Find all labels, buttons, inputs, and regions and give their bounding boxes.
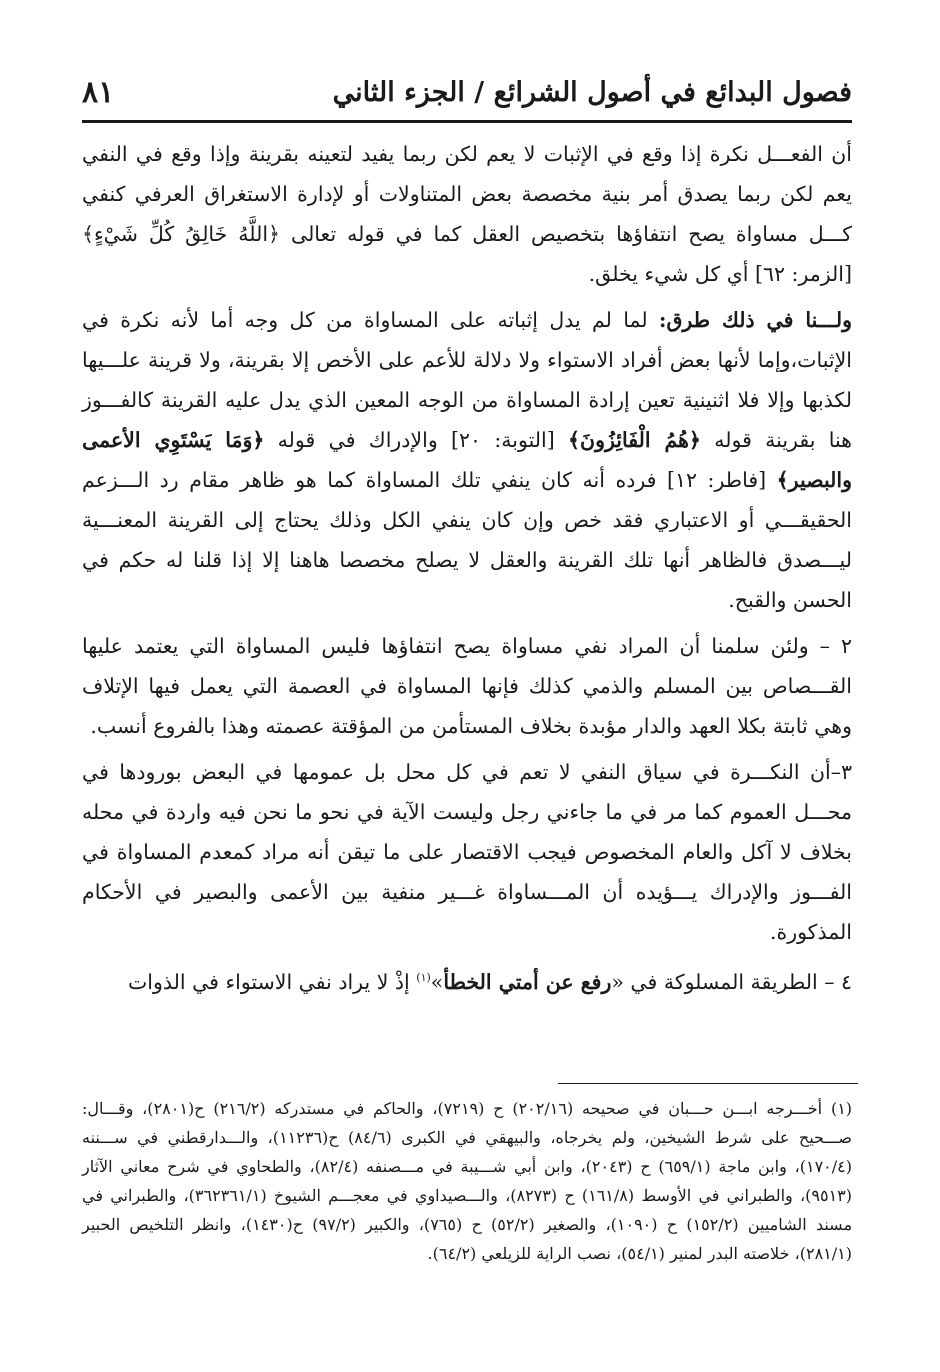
paragraph-2-text-b: [التوبة: ٢٠] والإدراك في قوله <box>264 428 568 452</box>
footnote-1: (١) أخـــرجه ابـــن حـــبان في صحيحه (٢٠٢/١٦) ح (٧٢١٩)، والحاكم في مستدركه (٢١٦/٢) ح(٢٨٠١)، وقـــال: صـــحيح على شرط الشيخين، ولم يخرجاه، والبيهقي في الكبرى (٨٤/٦) ح(١١٢٣٦)، والـــدارقطني في ســـننه (١٧٠/٤)، وابن ماجة (٦٥٩/١) ح (٢٠٤٣)، وابن أبي شـــيبة في مـــصنفه (٨٢/٤)، والطحاوي في شرح معاني الآثار (٩٥١٣)، والطبراني في الأوسط (١٦١/٨) ح (٨٢٧٣)، والـــصيداوي في معجـــم الشيوخ (٣٦٢٣٦١/١)، والطبراني في مسند الشاميين (١٥٢/٢) ح (١٠٩٠)، والصغير (٥٢/٢) ح (٧٦٥)، والكبير (٩٧/٢) ح(١٤٣٠)، وانظر التلخيص الحبير (٢٨١/١)، خلاصته البدر لمنير (٥٤/١)، نصب الراية للزيلعي (٦٤/٢). <box>82 1099 853 1263</box>
paragraph-2-text-a: لما لم يدل إثباته على المساواة من كل وجه أما لأنه نكرة في الإثبات،وإما لأنها بعض أفراد الاستواء ولا دلالة للأعم على الأخص إلا بقرينة، ولا قرينة علـــيها لكذبها وإلا فلا اثنينية تعين إرادة المساواة من الوجه المعين الذي يدل عليه القرينة كالفـــوز هنا بقرينة قوله <box>82 308 852 452</box>
quran-quote-1: ﴿هُمُ الْفَائِزُونَ﴾ <box>568 428 701 452</box>
running-title: فصول البدائع في أصول الشرائع / الجزء الثاني <box>332 76 852 108</box>
hadith-quote: رفع عن أمتي الخطأ <box>443 969 612 994</box>
page-number: ٨١ <box>82 74 115 110</box>
body-text <box>82 134 852 1008</box>
quran-quote-2: ﴿وَمَا يَسْتَوِي الأعمى والبصير﴾ <box>82 428 852 492</box>
paragraph-2-text-c: [فاطر: ١٢] فرده أنه كان ينفي تلك المساواة كما هو ظاهر مقام رد الـــزعم الحقيقـــي أو الاعتباري فقد خص وإن كان ينفي الكل وذلك يحتاج إلى القرينة المعنـــية ليـــصدق فالظاهر أنها تلك القرينة والعقل لا يصلح مخصصا هاهنا إلا إذا قلنا له حكم في الحسن والقبح. <box>82 468 852 612</box>
paragraph-4: ٣–أن النكـــرة في سياق النفي لا تعم في كل محل بل عمومها في البعض بورودها في محـــل العموم كما مر في ما جاءني رجل وليست الآية في نحو ما نحن فيه واردة في محله بخلاف لا آكل والعام المخصوص فيجب الاقتصار على ما تيقن أنه مراد كمعدم المساواة في الفـــوز والإدراك يـــؤيده أن المـــساواة غـــير منفية بين الأعمى والبصير في الأحكام المذكورة. <box>82 760 852 944</box>
footnotes <box>82 1094 852 1268</box>
footnote-rule <box>558 1083 858 1084</box>
footnote-ref-1[interactable]: (١) <box>416 971 431 984</box>
header-rule <box>82 120 852 123</box>
paragraph-2 <box>82 300 852 620</box>
paragraph-5-text-a: ٤ – الطريقة المسلوكة في « <box>611 969 852 994</box>
paragraph-3: ٢ – ولئن سلمنا أن المراد نفي مساواة يصح انتفاؤها فليس المساواة التي يعتمد عليها القـــصاص بين المسلم والذمي كذلك فإنها المساواة في العصمة التي يعمل فيها الإتلاف وهي ثابتة بكلا العهد والدار مؤبدة بخلاف المستأمن من المؤقتة عصمته وهذا بالفروع أنسب. <box>82 634 852 738</box>
paragraph-5 <box>82 958 852 1002</box>
paragraph-1: أن الفعـــل نكرة إذا وقع في الإثبات لا يعم لكن ربما يفيد لتعينه بقرينة وإذا وقع في النفي يعم لكن ربما يصدق أمر بنية مخصصة بعض المتناولات أو لإدارة الاستغراق العرفي كنفي كـــل مساواة يصح انتفاؤها بتخصيص العقل كما في قوله تعالى ﴿اللَّهُ خَالِقُ كُلِّ شَيْءٍ﴾ [الزمر: ٦٢] أي كل شيء يخلق. <box>82 142 852 286</box>
page-header <box>82 66 852 118</box>
paragraph-5-text-b: » <box>430 969 444 994</box>
paragraph-5-text-c: إذْ لا يراد نفي الاستواء في الذوات <box>127 969 417 994</box>
paragraph-2-lead: ولـــنا في ذلك طرق: <box>658 308 852 332</box>
